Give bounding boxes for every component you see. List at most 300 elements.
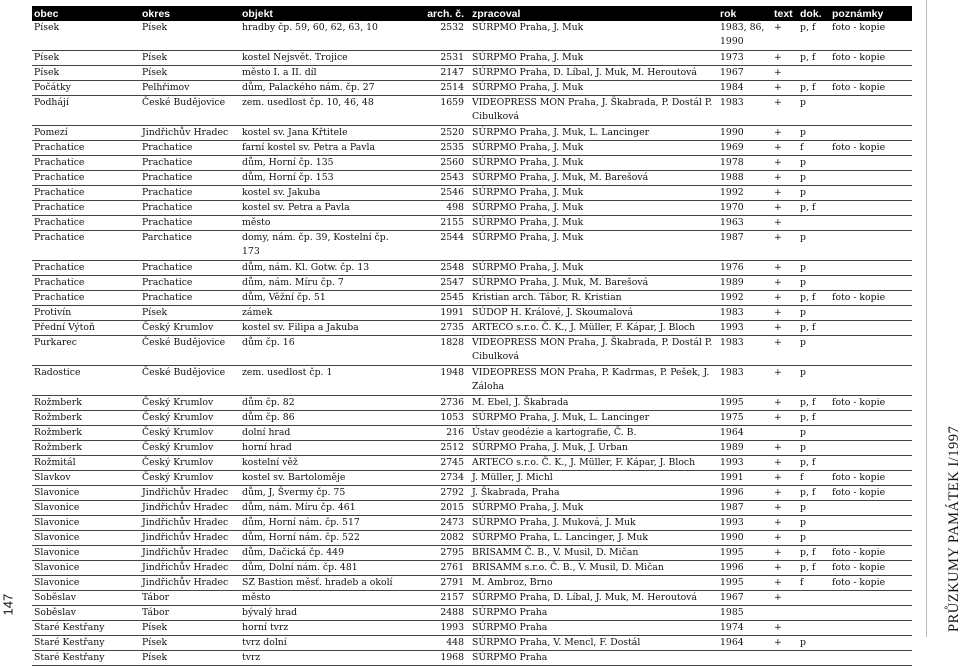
cell-text: +: [772, 66, 798, 81]
cell-text: +: [772, 336, 798, 366]
cell-dok: p: [798, 516, 830, 531]
cell-objekt: dolní hrad: [240, 426, 400, 441]
cell-okres: České Budějovice: [140, 96, 240, 126]
cell-arch: 2545: [400, 291, 470, 306]
cell-poznamky: [830, 516, 912, 531]
cell-obec: Rožmberk: [32, 411, 140, 426]
cell-objekt: dům, nám. Míru čp. 461: [240, 501, 400, 516]
cell-text: +: [772, 501, 798, 516]
cell-text: +: [772, 636, 798, 651]
cell-poznamky: [830, 276, 912, 291]
table-row: [32, 396, 912, 411]
cell-objekt: tvrz: [240, 651, 400, 666]
cell-dok: p, f: [798, 21, 830, 51]
cell-text: +: [772, 456, 798, 471]
cell-okres: Písek: [140, 21, 240, 51]
cell-poznamky: [830, 96, 912, 126]
cell-text: +: [772, 396, 798, 411]
cell-zpracoval: VIDEOPRESS MON Praha, J. Škabrada, P. Dostál P. Cibulková: [470, 336, 718, 366]
cell-dok: p, f: [798, 201, 830, 216]
cell-obec: Přední Výtoň: [32, 321, 140, 336]
cell-obec: Prachatice: [32, 231, 140, 261]
table-row: [32, 126, 912, 141]
cell-objekt: dům, J, Švermy čp. 75: [240, 486, 400, 501]
cell-obec: Slavkov: [32, 471, 140, 486]
cell-arch: 1053: [400, 411, 470, 426]
table-row: [32, 651, 912, 666]
cell-rok: 1989: [718, 441, 772, 456]
cell-poznamky: [830, 231, 912, 261]
cell-dok: p: [798, 636, 830, 651]
cell-poznamky: [830, 156, 912, 171]
cell-arch: 2735: [400, 321, 470, 336]
cell-dok: p: [798, 156, 830, 171]
cell-dok: p: [798, 231, 830, 261]
cell-zpracoval: SÚRPMO Praha, J. Muk: [470, 51, 718, 66]
cell-dok: p, f: [798, 51, 830, 66]
cell-zpracoval: VIDEOPRESS MON Praha, J. Škabrada, P. Dostál P. Cibulková: [470, 96, 718, 126]
cell-text: +: [772, 81, 798, 96]
cell-poznamky: [830, 306, 912, 321]
cell-rok: 1964: [718, 426, 772, 441]
cell-okres: Písek: [140, 636, 240, 651]
cell-obec: Staré Kestřany: [32, 621, 140, 636]
table-row: [32, 486, 912, 501]
col-okres: okres: [140, 6, 240, 21]
cell-rok: 1995: [718, 576, 772, 591]
cell-arch: 2791: [400, 576, 470, 591]
cell-rok: 1983: [718, 96, 772, 126]
col-poznamky: poznámky: [830, 6, 912, 21]
cell-arch: 1828: [400, 336, 470, 366]
cell-poznamky: foto - kopie: [830, 81, 912, 96]
cell-zpracoval: SÚRPMO Praha, J. Muk: [470, 501, 718, 516]
cell-objekt: hradby čp. 59, 60, 62, 63, 10: [240, 21, 400, 51]
cell-text: [772, 606, 798, 621]
cell-okres: Jindřichův Hradec: [140, 531, 240, 546]
cell-arch: 2015: [400, 501, 470, 516]
col-arch: arch. č.: [400, 6, 470, 21]
table-header: [32, 6, 912, 21]
cell-obec: Protivín: [32, 306, 140, 321]
cell-arch: 2546: [400, 186, 470, 201]
cell-okres: Český Krumlov: [140, 456, 240, 471]
cell-rok: 1978: [718, 156, 772, 171]
cell-okres: Jindřichův Hradec: [140, 561, 240, 576]
cell-zpracoval: Kristian arch. Tábor, R. Kristian: [470, 291, 718, 306]
cell-objekt: město: [240, 216, 400, 231]
cell-okres: Český Krumlov: [140, 471, 240, 486]
cell-dok: p: [798, 366, 830, 396]
cell-poznamky: foto - kopie: [830, 561, 912, 576]
cell-rok: 1993: [718, 321, 772, 336]
cell-rok: 1969: [718, 141, 772, 156]
table-row: [32, 66, 912, 81]
cell-objekt: kostel sv. Petra a Pavla: [240, 201, 400, 216]
cell-dok: [798, 651, 830, 666]
journal-title: PRŮZKUMY PAMÁTEK I/1997: [946, 425, 962, 632]
cell-text: +: [772, 516, 798, 531]
cell-objekt: dům, nám. Kl. Gotw. čp. 13: [240, 261, 400, 276]
table-row: [32, 531, 912, 546]
cell-text: [772, 651, 798, 666]
table-row: [32, 156, 912, 171]
cell-objekt: kostel sv. Jakuba: [240, 186, 400, 201]
cell-dok: p, f: [798, 411, 830, 426]
cell-poznamky: [830, 171, 912, 186]
cell-objekt: dům, Horní čp. 135: [240, 156, 400, 171]
cell-okres: Prachatice: [140, 201, 240, 216]
cell-arch: 2512: [400, 441, 470, 456]
cell-dok: p: [798, 126, 830, 141]
cell-rok: 1993: [718, 456, 772, 471]
cell-text: +: [772, 561, 798, 576]
cell-objekt: dům, Horní nám. čp. 517: [240, 516, 400, 531]
cell-okres: Prachatice: [140, 141, 240, 156]
cell-objekt: kostel Nejsvět. Trojice: [240, 51, 400, 66]
cell-objekt: horní tvrz: [240, 621, 400, 636]
table-row: [32, 546, 912, 561]
cell-text: +: [772, 261, 798, 276]
cell-poznamky: [830, 456, 912, 471]
table-row: [32, 276, 912, 291]
cell-zpracoval: SÚRPMO Praha, J. Muk: [470, 81, 718, 96]
cell-zpracoval: SÚRPMO Praha, V. Mencl, F. Dostál: [470, 636, 718, 651]
cell-poznamky: [830, 336, 912, 366]
cell-objekt: město I. a II. díl: [240, 66, 400, 81]
cell-zpracoval: Ústav geodézie a kartografie, Č. B.: [470, 426, 718, 441]
cell-zpracoval: SÚRPMO Praha: [470, 651, 718, 666]
table-row: [32, 186, 912, 201]
cell-obec: Slavonice: [32, 486, 140, 501]
cell-arch: 1993: [400, 621, 470, 636]
cell-dok: p, f: [798, 396, 830, 411]
cell-text: +: [772, 591, 798, 606]
cell-rok: 1970: [718, 201, 772, 216]
cell-zpracoval: SÚRPMO Praha: [470, 606, 718, 621]
cell-obec: Rožmberk: [32, 441, 140, 456]
cell-rok: 1975: [718, 411, 772, 426]
table-row: [32, 21, 912, 51]
cell-dok: p, f: [798, 291, 830, 306]
cell-objekt: dům, nám. Míru čp. 7: [240, 276, 400, 291]
cell-dok: [798, 66, 830, 81]
cell-text: +: [772, 621, 798, 636]
table-row: [32, 81, 912, 96]
cell-obec: Prachatice: [32, 156, 140, 171]
cell-poznamky: [830, 591, 912, 606]
cell-rok: 1996: [718, 561, 772, 576]
col-obec: obec: [32, 6, 140, 21]
cell-arch: 1659: [400, 96, 470, 126]
cell-obec: Slavonice: [32, 501, 140, 516]
table-row: [32, 366, 912, 396]
cell-obec: Purkarec: [32, 336, 140, 366]
cell-arch: 2488: [400, 606, 470, 621]
cell-objekt: kostel sv. Filipa a Jakuba: [240, 321, 400, 336]
table-row: [32, 291, 912, 306]
cell-poznamky: [830, 531, 912, 546]
cell-rok: 1984: [718, 81, 772, 96]
cell-zpracoval: SÚRPMO Praha, J. Muk: [470, 186, 718, 201]
cell-arch: 2532: [400, 21, 470, 51]
cell-dok: p: [798, 501, 830, 516]
cell-okres: Jindřichův Hradec: [140, 126, 240, 141]
cell-poznamky: [830, 426, 912, 441]
cell-rok: 1964: [718, 636, 772, 651]
cell-obec: Slavonice: [32, 546, 140, 561]
cell-objekt: tvrz dolní: [240, 636, 400, 651]
cell-zpracoval: BRISAMM s.r.o. Č. B., V. Musil, D. Mičan: [470, 561, 718, 576]
cell-poznamky: [830, 126, 912, 141]
cell-zpracoval: SÚRPMO Praha: [470, 621, 718, 636]
cell-arch: 2795: [400, 546, 470, 561]
cell-obec: Slavonice: [32, 561, 140, 576]
cell-poznamky: foto - kopie: [830, 471, 912, 486]
col-objekt: objekt: [240, 6, 400, 21]
col-zpracoval: zpracoval: [470, 6, 718, 21]
cell-okres: Prachatice: [140, 171, 240, 186]
cell-poznamky: foto - kopie: [830, 51, 912, 66]
cell-text: +: [772, 141, 798, 156]
cell-rok: 1990: [718, 531, 772, 546]
cell-obec: Slavonice: [32, 516, 140, 531]
cell-okres: Parchatice: [140, 231, 240, 261]
cell-okres: České Budějovice: [140, 336, 240, 366]
cell-rok: 1995: [718, 546, 772, 561]
cell-rok: 1983, 86, 1990: [718, 21, 772, 51]
cell-rok: 1985: [718, 606, 772, 621]
cell-okres: Český Krumlov: [140, 411, 240, 426]
cell-okres: Jindřichův Hradec: [140, 576, 240, 591]
cell-poznamky: [830, 366, 912, 396]
cell-zpracoval: SÚRPMO Praha, J. Muk: [470, 156, 718, 171]
cell-okres: Prachatice: [140, 186, 240, 201]
cell-rok: 1973: [718, 51, 772, 66]
cell-objekt: zem. usedlost čp. 10, 46, 48: [240, 96, 400, 126]
cell-arch: 2547: [400, 276, 470, 291]
cell-arch: 2548: [400, 261, 470, 276]
cell-obec: Prachatice: [32, 141, 140, 156]
cell-arch: 2147: [400, 66, 470, 81]
col-text: text: [772, 6, 798, 21]
table-row: [32, 441, 912, 456]
cell-rok: 1963: [718, 216, 772, 231]
cell-dok: p: [798, 261, 830, 276]
cell-poznamky: foto - kopie: [830, 486, 912, 501]
cell-arch: 2792: [400, 486, 470, 501]
cell-zpracoval: SÚRPMO Praha, J. Muk: [470, 216, 718, 231]
cell-zpracoval: SÚRPMO Praha, D. Líbal, J. Muk, M. Heroutová: [470, 66, 718, 81]
cell-okres: Tábor: [140, 591, 240, 606]
table-row: [32, 231, 912, 261]
cell-zpracoval: BRISAMM Č. B., V. Musil, D. Mičan: [470, 546, 718, 561]
cell-arch: 448: [400, 636, 470, 651]
cell-text: +: [772, 156, 798, 171]
cell-okres: Prachatice: [140, 156, 240, 171]
cell-okres: Český Krumlov: [140, 426, 240, 441]
cell-okres: Písek: [140, 651, 240, 666]
page-number: 147: [0, 593, 16, 616]
cell-zpracoval: ARTECO s.r.o. Č. K., J. Müller, F. Kápar, J. Bloch: [470, 456, 718, 471]
cell-okres: Písek: [140, 66, 240, 81]
cell-zpracoval: M. Ebel, J. Škabrada: [470, 396, 718, 411]
cell-zpracoval: SÚRPMO Praha, J. Muk, J. Urban: [470, 441, 718, 456]
cell-objekt: dům čp. 16: [240, 336, 400, 366]
cell-poznamky: [830, 636, 912, 651]
cell-dok: p, f: [798, 81, 830, 96]
cell-rok: 1996: [718, 486, 772, 501]
cell-obec: Podhájí: [32, 96, 140, 126]
cell-rok: 1987: [718, 501, 772, 516]
cell-dok: p, f: [798, 561, 830, 576]
cell-text: +: [772, 471, 798, 486]
cell-text: +: [772, 366, 798, 396]
cell-obec: Prachatice: [32, 276, 140, 291]
cell-arch: 2520: [400, 126, 470, 141]
cell-dok: p, f: [798, 486, 830, 501]
cell-poznamky: foto - kopie: [830, 21, 912, 51]
cell-arch: 2544: [400, 231, 470, 261]
cell-objekt: SZ Bastion měsť. hradeb a okolí: [240, 576, 400, 591]
cell-poznamky: [830, 216, 912, 231]
cell-dok: [798, 591, 830, 606]
cell-rok: 1967: [718, 66, 772, 81]
cell-obec: Písek: [32, 66, 140, 81]
cell-arch: 2745: [400, 456, 470, 471]
cell-zpracoval: SÚRPMO Praha, J. Muk, L. Lancinger: [470, 126, 718, 141]
cell-poznamky: [830, 501, 912, 516]
cell-obec: Rožmitál: [32, 456, 140, 471]
cell-okres: Tábor: [140, 606, 240, 621]
cell-obec: Soběslav: [32, 606, 140, 621]
cell-objekt: dům, Horní nám. čp. 522: [240, 531, 400, 546]
cell-arch: 2514: [400, 81, 470, 96]
cell-dok: p: [798, 171, 830, 186]
cell-text: +: [772, 171, 798, 186]
cell-obec: Rožmberk: [32, 396, 140, 411]
cell-dok: p, f: [798, 456, 830, 471]
table-row: [32, 141, 912, 156]
cell-obec: Rožmberk: [32, 426, 140, 441]
cell-zpracoval: SÚRPMO Praha, L. Lancinger, J. Muk: [470, 531, 718, 546]
cell-dok: p, f: [798, 546, 830, 561]
cell-objekt: dům, Palackého nám. čp. 27: [240, 81, 400, 96]
cell-okres: Jindřichův Hradec: [140, 501, 240, 516]
cell-poznamky: [830, 441, 912, 456]
cell-arch: 1991: [400, 306, 470, 321]
cell-zpracoval: SÚRPMO Praha, J. Muk: [470, 21, 718, 51]
cell-obec: Prachatice: [32, 171, 140, 186]
cell-objekt: dům, Dolní nám. čp. 481: [240, 561, 400, 576]
cell-arch: 2761: [400, 561, 470, 576]
cell-text: +: [772, 441, 798, 456]
cell-rok: 1974: [718, 621, 772, 636]
table-row: [32, 471, 912, 486]
cell-zpracoval: SÚRPMO Praha, D. Líbal, J. Muk, M. Heroutová: [470, 591, 718, 606]
records-table: [32, 6, 912, 666]
cell-text: +: [772, 51, 798, 66]
cell-rok: 1990: [718, 126, 772, 141]
cell-objekt: domy, nám. čp. 39, Kostelní čp. 173: [240, 231, 400, 261]
cell-text: +: [772, 306, 798, 321]
cell-arch: 2535: [400, 141, 470, 156]
cell-okres: Český Krumlov: [140, 396, 240, 411]
cell-arch: 2157: [400, 591, 470, 606]
cell-obec: Prachatice: [32, 261, 140, 276]
cell-zpracoval: SÚRPMO Praha, J. Muk, L. Lancinger: [470, 411, 718, 426]
cell-obec: Prachatice: [32, 291, 140, 306]
table-row: [32, 171, 912, 186]
cell-arch: 2531: [400, 51, 470, 66]
cell-rok: 1983: [718, 306, 772, 321]
cell-objekt: dům, Věžní čp. 51: [240, 291, 400, 306]
cell-text: +: [772, 321, 798, 336]
cell-text: +: [772, 576, 798, 591]
cell-obec: Radostice: [32, 366, 140, 396]
cell-rok: 1983: [718, 336, 772, 366]
cell-objekt: zámek: [240, 306, 400, 321]
table-row: [32, 261, 912, 276]
cell-okres: Jindřichův Hradec: [140, 486, 240, 501]
cell-text: +: [772, 231, 798, 261]
cell-text: +: [772, 96, 798, 126]
cell-objekt: zem. usedlost čp. 1: [240, 366, 400, 396]
cell-zpracoval: SÚRPMO Praha, J. Muková, J. Muk: [470, 516, 718, 531]
cell-poznamky: foto - kopie: [830, 291, 912, 306]
cell-obec: Prachatice: [32, 201, 140, 216]
cell-zpracoval: VIDEOPRESS MON Praha, P. Kadrmas, P. Pešek, J. Záloha: [470, 366, 718, 396]
cell-text: [772, 426, 798, 441]
cell-obec: Prachatice: [32, 186, 140, 201]
cell-obec: Staré Kestřany: [32, 636, 140, 651]
cell-text: +: [772, 21, 798, 51]
cell-poznamky: [830, 606, 912, 621]
table-row: [32, 636, 912, 651]
cell-objekt: farní kostel sv. Petra a Pavla: [240, 141, 400, 156]
cell-arch: 2082: [400, 531, 470, 546]
cell-okres: Písek: [140, 51, 240, 66]
cell-obec: Písek: [32, 21, 140, 51]
cell-poznamky: [830, 621, 912, 636]
cell-poznamky: [830, 66, 912, 81]
table-row: [32, 606, 912, 621]
cell-zpracoval: SÚRPMO Praha, J. Muk, M. Barešová: [470, 276, 718, 291]
cell-okres: Písek: [140, 306, 240, 321]
cell-dok: p: [798, 186, 830, 201]
cell-obec: Písek: [32, 51, 140, 66]
cell-arch: 1968: [400, 651, 470, 666]
table-row: [32, 336, 912, 366]
cell-okres: Prachatice: [140, 216, 240, 231]
table-row: [32, 411, 912, 426]
cell-dok: [798, 216, 830, 231]
cell-obec: Slavonice: [32, 531, 140, 546]
cell-poznamky: [830, 321, 912, 336]
cell-okres: Prachatice: [140, 276, 240, 291]
cell-arch: 216: [400, 426, 470, 441]
cell-zpracoval: J. Müller, J. Michl: [470, 471, 718, 486]
cell-objekt: kostel sv. Jana Křtitele: [240, 126, 400, 141]
table-row: [32, 216, 912, 231]
cell-dok: f: [798, 141, 830, 156]
cell-objekt: dům čp. 86: [240, 411, 400, 426]
table-row: [32, 456, 912, 471]
table-row: [32, 96, 912, 126]
cell-dok: p: [798, 336, 830, 366]
table-row: [32, 201, 912, 216]
table-row: [32, 576, 912, 591]
